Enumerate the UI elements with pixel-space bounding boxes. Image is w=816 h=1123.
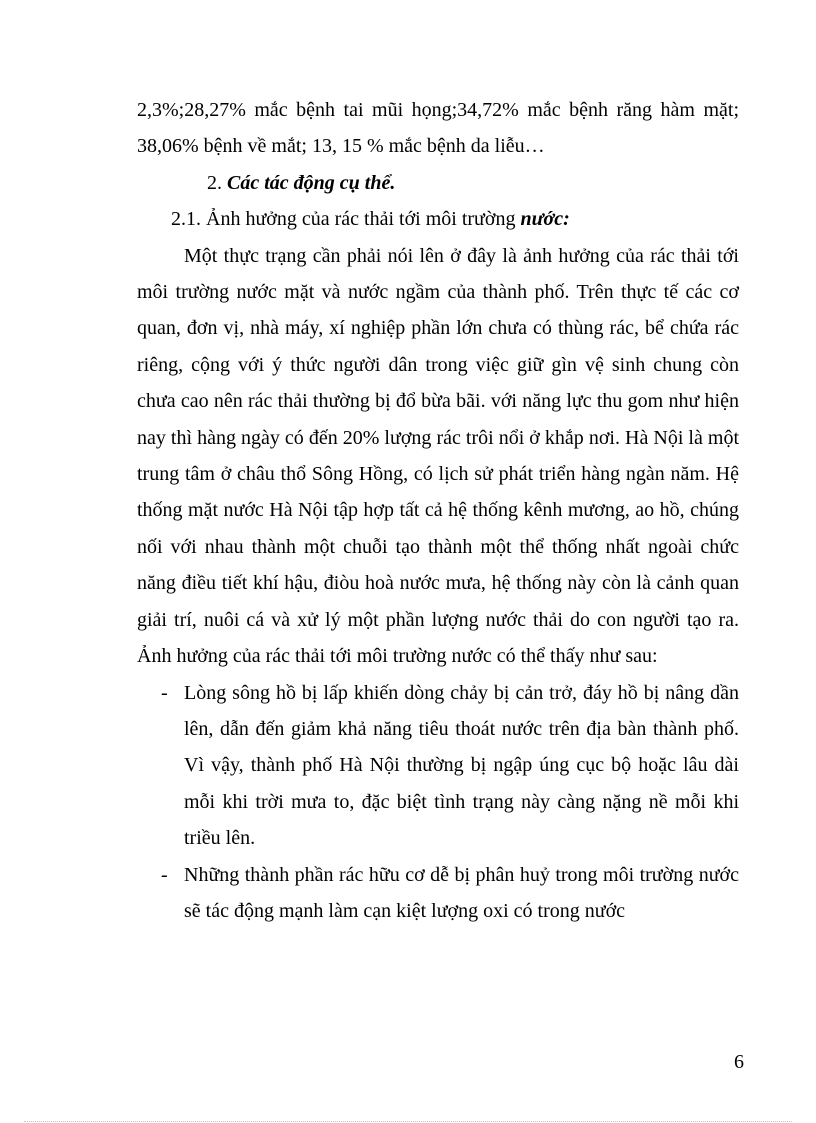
bullet-text: Lòng sông hồ bị lấp khiến dòng chảy bị cản trở, đáy hồ bị nâng dần lên, dẫn đến giảm khả năng tiêu thoát nước trên địa bàn thành phố. Vì vậy, thành phố Hà Nội thường bị ngập úng cục bộ hoặc lâu dài mỗi khi trời mưa to, đặc biệt tình trạng này càng nặng nề mỗi khi triều lên. (184, 681, 739, 850)
bullet-item (137, 857, 739, 930)
paragraph-statistics: 2,3%;28,27% mắc bệnh tai mũi họng;34,72% mắc bệnh răng hàm mặt; 38,06% bệnh về mắt; 13, 15 % mắc bệnh da liễu… (137, 99, 739, 158)
paragraph-water-impact: Một thực trạng cần phải nói lên ở đây là ảnh hưởng của rác thải tới môi trường nước mặt và nước ngầm của thành phố. Trên thực tế các cơ quan, đơn vị, nhà máy, xí nghiệp phần lớn chưa có thùng rác, bể chứa rác riêng, cộng với ý thức người dân trong việc giữ gìn vệ sinh chung còn chưa cao nên rác thải thường bị đổ bừa bãi. với năng lực thu gom như hiện nay thì hàng ngày có đến 20% lượng rác trôi nổi ở khắp nơi. Hà Nội là một trung tâm ở châu thổ Sông Hồng, có lịch sử phát triển hàng ngàn năm. Hệ thống mặt nước Hà Nội tập hợp tất cả hệ thống kênh mương, ao hồ, chúng nối với nhau thành một chuỗi tạo thành một thể thống nhất ngoài chức năng điều tiết khí hậu, điòu hoà nước mưa, hệ thống này còn là cảnh quan giải trí, nuôi cá và xử lý một phần lượng nước thải do con người tạo ra. Ảnh hưởng của rác thải tới môi trường nước có thể thấy như sau: (137, 244, 739, 668)
subsection-emphasis: nước: (520, 208, 570, 231)
section-number: 2. (207, 171, 222, 194)
bullet-dash: - (161, 681, 168, 704)
page-number: 6 (734, 1051, 744, 1073)
section-heading-2 (137, 165, 739, 201)
page-bottom-divider (24, 1121, 792, 1122)
bullet-dash: - (161, 863, 168, 886)
subsection-title: 2.1. Ảnh hưởng của rác thải tới môi trường (171, 208, 521, 231)
bullet-text: Những thành phần rác hữu cơ dễ bị phân huỷ trong môi trường nước sẽ tác động mạnh làm cạn kiệt lượng oxi có trong nước (184, 863, 739, 922)
page-body (137, 92, 739, 929)
section-title: Các tác động cụ thể. (227, 171, 396, 194)
subsection-heading-2-1 (137, 201, 739, 237)
bullet-item (137, 675, 739, 857)
